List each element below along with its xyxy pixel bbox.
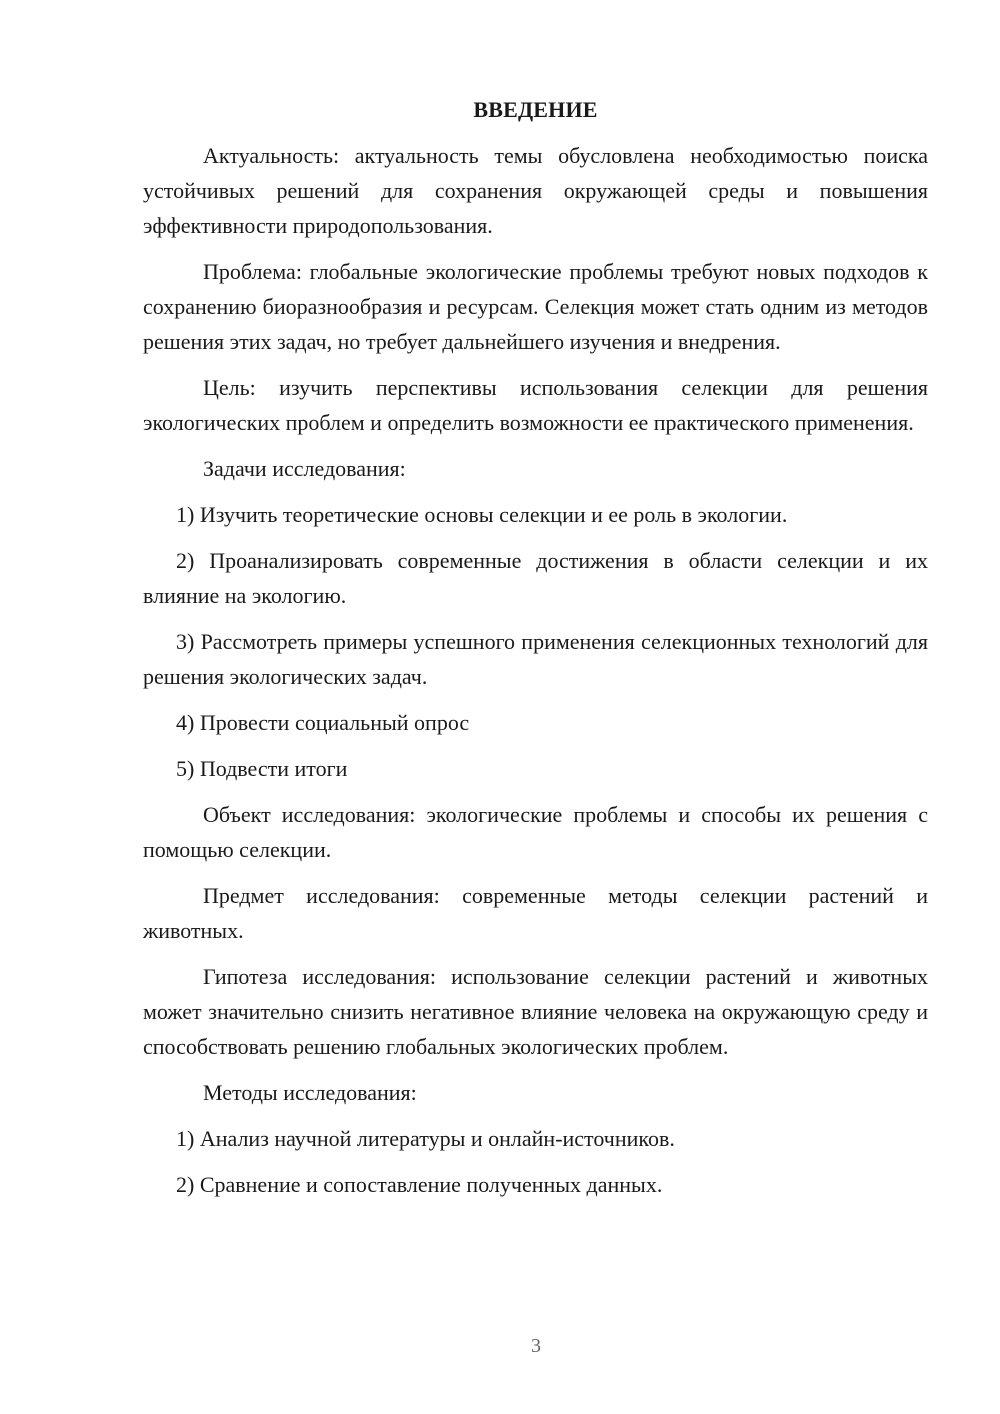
task-item-3: 3) Рассмотреть примеры успешного применения селекционных технологий для решения экологических задач. [143,629,928,689]
hypothesis-paragraph: Гипотеза исследования: использование селекции растений и животных может значительно снизить негативное влияние человека на окружающую среду и способствовать решению глобальных экологических проблем. [143,964,928,1059]
object-paragraph: Объект исследования: экологические проблемы и способы их решения с помощью селекции. [143,802,928,862]
problem-paragraph: Проблема: глобальные экологические проблемы требуют новых подходов к сохранению биоразнообразия и ресурсам. Селекция может стать одним из методов решения этих задач, но требует дальнейшего изучения и внедрения. [143,259,928,354]
task-item-1: 1) Изучить теоретические основы селекции и ее роль в экологии. [176,502,788,527]
tasks-heading: Задачи исследования: [203,456,406,481]
method-item-1: 1) Анализ научной литературы и онлайн-источников. [176,1126,675,1151]
task-item-5: 5) Подвести итоги [176,756,348,781]
relevance-paragraph: Актуальность: актуальность темы обусловлена необходимостью поиска устойчивых решений для сохранения окружающей среды и повышения эффективности природопользования. [143,143,928,238]
goal-paragraph: Цель: изучить перспективы использования селекции для решения экологических проблем и определить возможности ее практического применения. [143,375,928,435]
task-item-4: 4) Провести социальный опрос [176,710,470,735]
page-number: 3 [531,1335,541,1357]
task-item-2: 2) Проанализировать современные достижения в области селекции и их влияние на экологию. [143,548,928,608]
page-body [143,92,928,1213]
section-title: ВВЕДЕНИЕ [473,97,598,122]
method-item-2: 2) Сравнение и сопоставление полученных данных. [176,1172,663,1197]
subject-paragraph: Предмет исследования: современные методы селекции растений и животных. [143,883,928,943]
methods-heading: Методы исследования: [203,1080,417,1105]
